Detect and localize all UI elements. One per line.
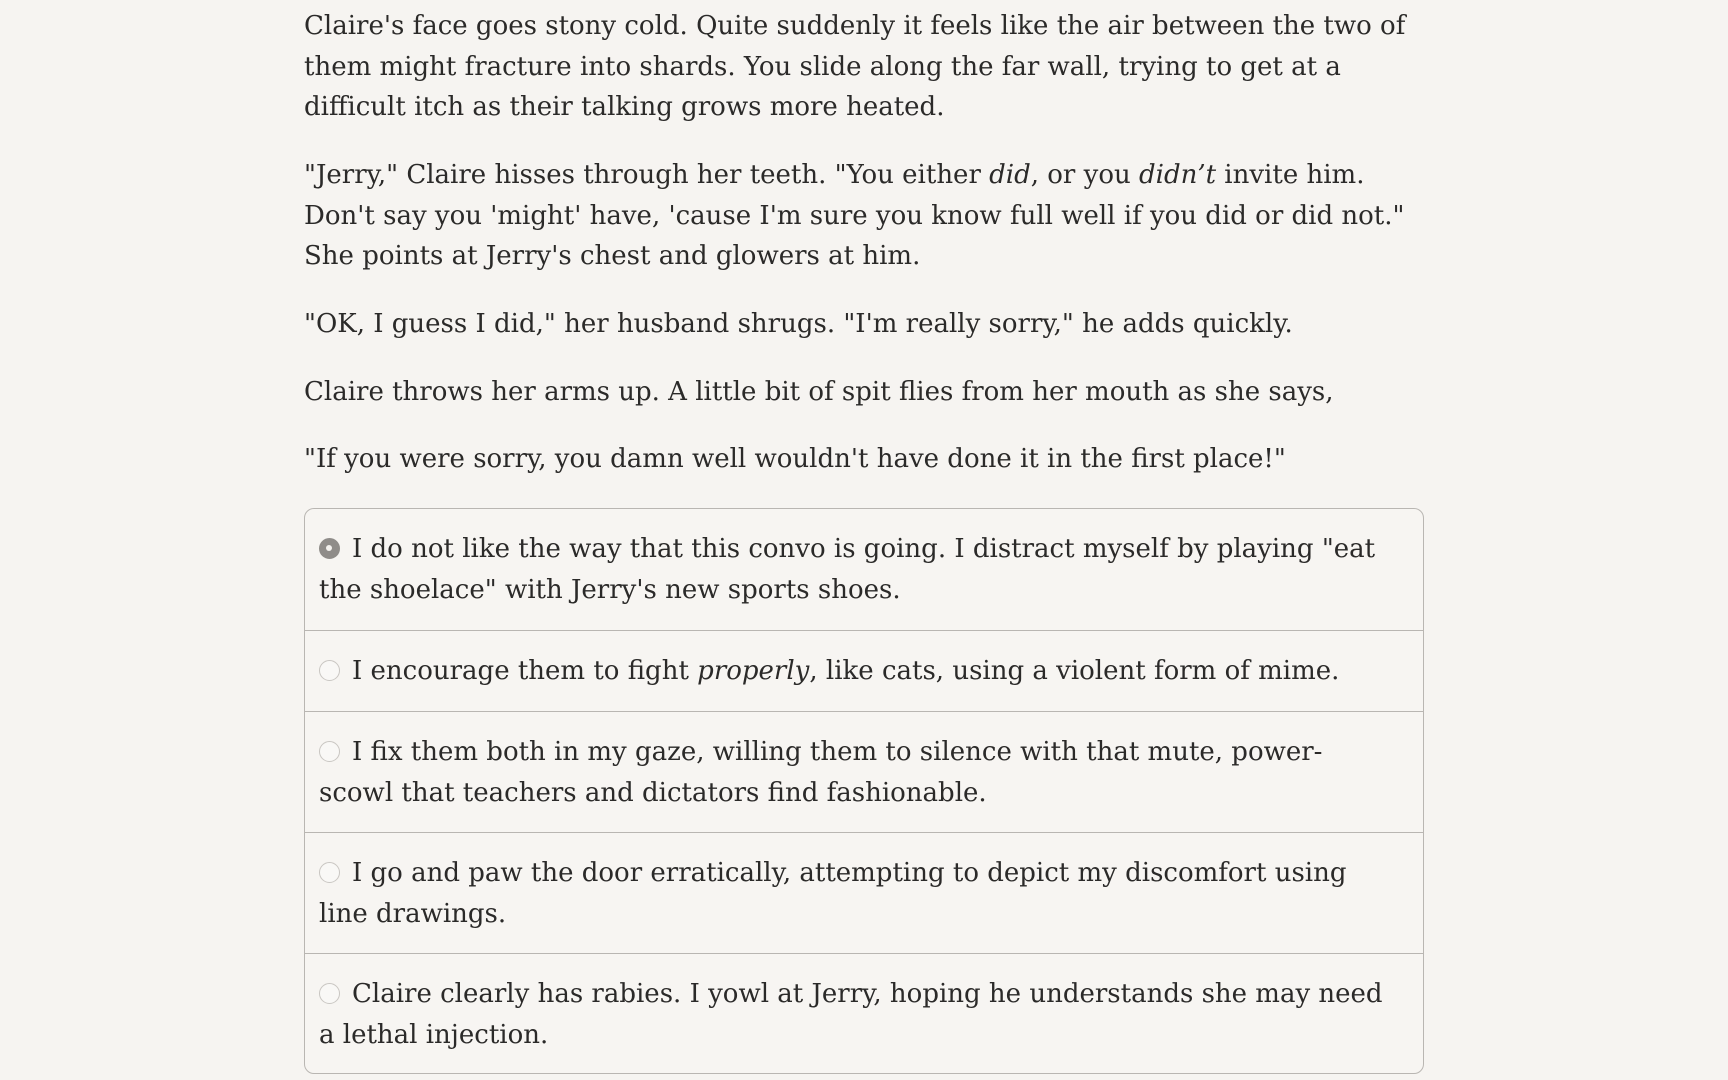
dialogue-text: invite him. Don't say you 'might' have, 'cause I'm sure you know full well if you did or did not." She points at Jerry's chest and glowers at him. (304, 160, 1405, 271)
story-paragraph (304, 155, 1424, 277)
emphasis-text: didn’t (1138, 160, 1217, 190)
radio-icon[interactable] (319, 660, 340, 681)
choice-option[interactable] (305, 832, 1423, 953)
choice-option[interactable] (305, 711, 1423, 832)
story-paragraph: Claire throws her arms up. A little bit of spit flies from her mouth as she says, (304, 377, 1334, 407)
choice-label: I do not like the way that this convo is going. I distract myself by playing "eat the shoelace" with Jerry's new sports shoes. (319, 534, 1376, 605)
choice-option[interactable] (305, 953, 1423, 1073)
story-paragraph: Claire's face goes stony cold. Quite suddenly it feels like the air between the two of them might fracture into shards. You slide along the far wall, trying to get at a difficult itch as their talking grows more heated. (304, 11, 1406, 122)
emphasis-text: did (989, 160, 1031, 190)
choice-label: I fix them both in my gaze, willing them to silence with that mute, power-scowl that teachers and dictators find fashionable. (319, 737, 1323, 808)
choice-label: I encourage them to fight (352, 656, 698, 686)
story-paragraph: "If you were sorry, you damn well wouldn't have done it in the first place!" (304, 444, 1286, 474)
choice-list (304, 508, 1424, 1074)
emphasis-text: properly (697, 656, 810, 686)
dialogue-text: , or you (1030, 160, 1139, 190)
choice-label: Claire clearly has rabies. I yowl at Jerry, hoping he understands she may need a lethal injection. (319, 979, 1383, 1050)
radio-icon[interactable] (319, 862, 340, 883)
choice-label: I go and paw the door erratically, attempting to depict my discomfort using line drawings. (319, 858, 1347, 929)
radio-selected-icon[interactable] (319, 538, 340, 559)
choice-label: , like cats, using a violent form of mime. (809, 656, 1340, 686)
radio-icon[interactable] (319, 741, 340, 762)
radio-icon[interactable] (319, 983, 340, 1004)
choice-option[interactable] (305, 509, 1423, 630)
dialogue-text: "Jerry," Claire hisses through her teeth. "You either (304, 160, 990, 190)
story-paragraph: "OK, I guess I did," her husband shrugs. "I'm really sorry," he adds quickly. (304, 309, 1293, 339)
choice-option[interactable] (305, 630, 1423, 711)
